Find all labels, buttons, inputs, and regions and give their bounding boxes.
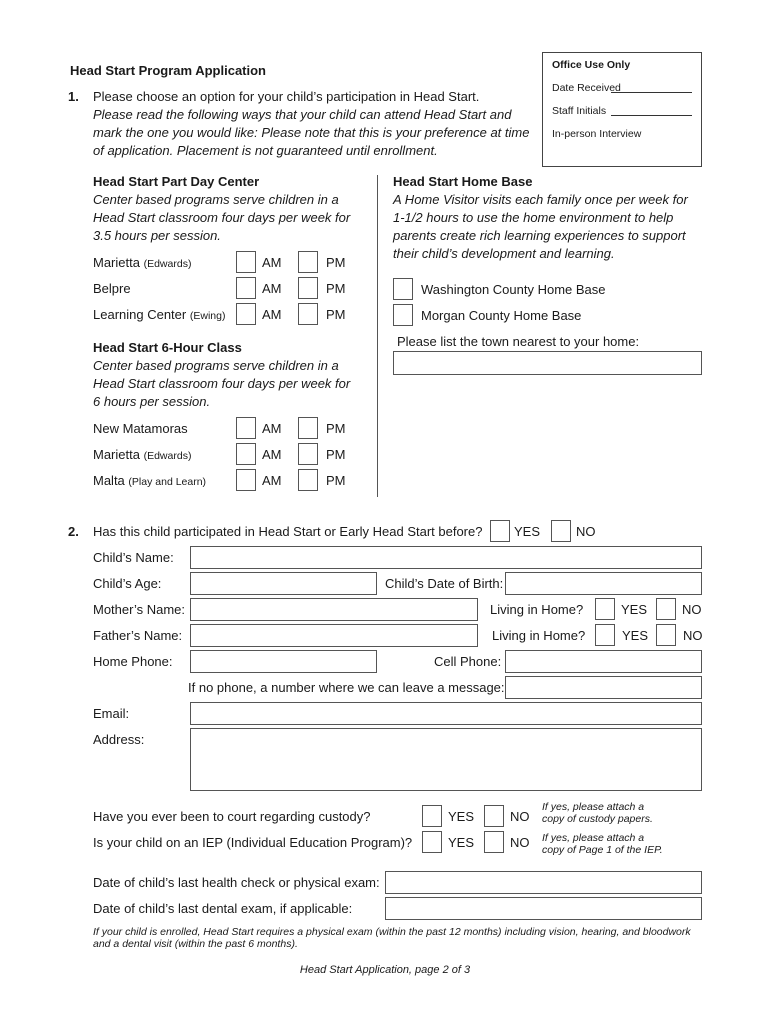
part-day-row-1-pm-checkbox[interactable] [298,277,318,299]
page-footer: Head Start Application, page 2 of 3 [299,964,471,976]
part-day-row-0-pm-checkbox[interactable] [298,251,318,273]
washington-home-base-label: Washington County Home Base [421,282,606,297]
am-label: AM [262,307,282,322]
part-day-desc1: Center based programs serve children in a [93,192,339,207]
email-input[interactable] [190,702,702,725]
mother-name-label: Mother’s Name: [93,602,185,617]
court-note [542,801,653,825]
location-name: New Matamoras [93,421,188,436]
father-no-label: NO [683,628,703,643]
home-base-desc2: 1-1/2 hours to use the home environment to help [393,210,674,225]
mother-living-label: Living in Home? [490,602,584,617]
child-name-label: Child’s Name: [93,550,174,565]
q1-line2: Please read the following ways that your child can attend Head Start and [93,107,512,122]
child-name-input[interactable] [190,546,702,569]
q2-no-checkbox[interactable] [551,520,571,542]
six-hour-row-2-name [93,473,206,488]
part-day-heading: Head Start Part Day Center [93,174,260,189]
town-label: Please list the town nearest to your home: [397,334,640,349]
email-label: Email: [93,706,130,721]
office-use-box [542,52,702,167]
part-day-row-1-name [93,281,131,296]
interview-label: In-person Interview [552,128,642,140]
location-sub: (Ewing) [189,310,226,322]
father-living-no-checkbox[interactable] [656,624,676,646]
q1-number: 1. [68,89,79,104]
location-sub: (Edwards) [143,258,192,270]
court-question: Have you ever been to court regarding custody? [93,809,371,824]
part-day-row-1-am-checkbox[interactable] [236,277,256,299]
no-phone-label: If no phone, a number where we can leave a message: [188,680,505,695]
six-hour-row-0-name [93,421,188,436]
staff-initials-line[interactable] [611,115,692,116]
child-age-input[interactable] [190,572,377,595]
part-day-row-0-name [93,255,191,270]
location-sub: (Edwards) [143,450,192,462]
child-age-label: Child’s Age: [93,576,162,591]
father-name-input[interactable] [190,624,478,647]
am-label: AM [262,255,282,270]
q1-line4: of application. Placement is not guaranteed until enrollment. [93,143,438,158]
part-day-desc2: Head Start classroom four days per week for [93,210,351,225]
six-hour-heading: Head Start 6-Hour Class [93,340,242,355]
court-note-line2: copy of custody papers. [542,813,653,825]
morgan-home-base-checkbox[interactable] [393,304,413,326]
part-day-desc3: 3.5 hours per session. [93,228,221,243]
q2-number: 2. [68,524,79,539]
washington-home-base-checkbox[interactable] [393,278,413,300]
location-name: Marietta [93,255,140,270]
cell-phone-label: Cell Phone: [434,654,502,669]
home-base-desc1: A Home Visitor visits each family once per week for [393,192,688,207]
date-received-line[interactable] [611,92,692,93]
father-name-label: Father’s Name: [93,628,183,643]
father-living-yes-checkbox[interactable] [595,624,615,646]
part-day-row-2-name [93,307,225,322]
iep-note [542,832,663,856]
pm-label: PM [326,421,346,436]
message-phone-input[interactable] [505,676,702,699]
court-no-label: NO [510,809,530,824]
address-input[interactable] [190,728,702,791]
home-phone-input[interactable] [190,650,377,673]
am-label: AM [262,421,282,436]
six-hour-desc1: Center based programs serve children in a [93,358,339,373]
part-day-row-2-pm-checkbox[interactable] [298,303,318,325]
location-name: Learning Center [93,307,187,322]
pm-label: PM [326,307,346,322]
dental-exam-input[interactable] [385,897,702,920]
iep-yes-checkbox[interactable] [422,831,442,853]
six-hour-row-0-am-checkbox[interactable] [236,417,256,439]
am-label: AM [262,447,282,462]
court-yes-checkbox[interactable] [422,805,442,827]
q1-line1: Please choose an option for your child’s participation in Head Start. [93,89,480,104]
pm-label: PM [326,473,346,488]
q1-line3: mark the one you would like: Please note that this is your preference at time [93,125,530,140]
mother-no-label: NO [682,602,702,617]
court-yes-label: YES [448,809,475,824]
home-base-heading: Head Start Home Base [393,174,533,189]
six-hour-desc3: 6 hours per session. [93,394,211,409]
am-label: AM [262,473,282,488]
father-living-label: Living in Home? [492,628,586,643]
office-use-title: Office Use Only [552,59,631,71]
pm-label: PM [326,281,346,296]
iep-no-checkbox[interactable] [484,831,504,853]
iep-question: Is your child on an IEP (Individual Education Program)? [93,835,413,850]
mother-yes-label: YES [621,602,648,617]
part-day-row-0-am-checkbox[interactable] [236,251,256,273]
mother-living-no-checkbox[interactable] [656,598,676,620]
six-hour-row-1-name [93,447,191,462]
dob-label: Child’s Date of Birth: [385,576,504,591]
iep-no-label: NO [510,835,530,850]
part-day-row-2-am-checkbox[interactable] [236,303,256,325]
am-label: AM [262,281,282,296]
physical-exam-input[interactable] [385,871,702,894]
location-name: Marietta [93,447,140,462]
q2-yes-label: YES [514,524,541,539]
staff-initials-label: Staff Initials [552,105,607,117]
iep-note-line2: copy of Page 1 of the IEP. [542,844,663,856]
six-hour-section [93,339,350,411]
court-note-line1: If yes, please attach a [542,801,645,813]
six-hour-row-1-am-checkbox[interactable] [236,443,256,465]
health-note-line1: If your child is enrolled, Head Start requires a physical exam (within the past 12 months) including vision, hearing, and bloodwork [93,926,691,938]
six-hour-row-0-pm-checkbox[interactable] [298,417,318,439]
town-input[interactable] [393,351,702,375]
date-received-label: Date Received [552,82,621,94]
court-no-checkbox[interactable] [484,805,504,827]
home-base-section [393,173,688,263]
home-base-desc3: parents create rich learning experiences to support [393,228,686,243]
location-name: Malta [93,473,125,488]
column-divider [377,175,378,497]
health-note [93,926,713,950]
q2-question: Has this child participated in Head Start or Early Head Start before? [93,524,483,539]
mother-living-yes-checkbox[interactable] [595,598,615,620]
part-day-section [93,173,350,245]
six-hour-row-1-pm-checkbox[interactable] [298,443,318,465]
pm-label: PM [326,447,346,462]
page-title: Head Start Program Application [70,63,266,78]
iep-yes-label: YES [448,835,475,850]
mother-name-input[interactable] [190,598,478,621]
pm-label: PM [326,255,346,270]
address-label: Address: [93,732,145,747]
q2-no-label: NO [576,524,596,539]
q1-text [93,88,529,160]
home-base-desc4: their child’s development and learning. [393,246,615,261]
location-sub: (Play and Learn) [128,476,207,488]
cell-phone-input[interactable] [505,650,702,673]
six-hour-row-2-pm-checkbox[interactable] [298,469,318,491]
father-yes-label: YES [622,628,649,643]
dental-exam-label: Date of child’s last dental exam, if applicable: [93,901,353,916]
health-note-line2: and a dental visit (within the past 6 months). [93,938,298,950]
home-phone-label: Home Phone: [93,654,173,669]
dob-input[interactable] [505,572,702,595]
iep-note-line1: If yes, please attach a [542,832,645,844]
six-hour-desc2: Head Start classroom four days per week for [93,376,351,391]
q2-yes-checkbox[interactable] [490,520,510,542]
six-hour-row-2-am-checkbox[interactable] [236,469,256,491]
morgan-home-base-label: Morgan County Home Base [421,308,582,323]
physical-exam-label: Date of child’s last health check or physical exam: [93,875,380,890]
location-name: Belpre [93,281,131,296]
